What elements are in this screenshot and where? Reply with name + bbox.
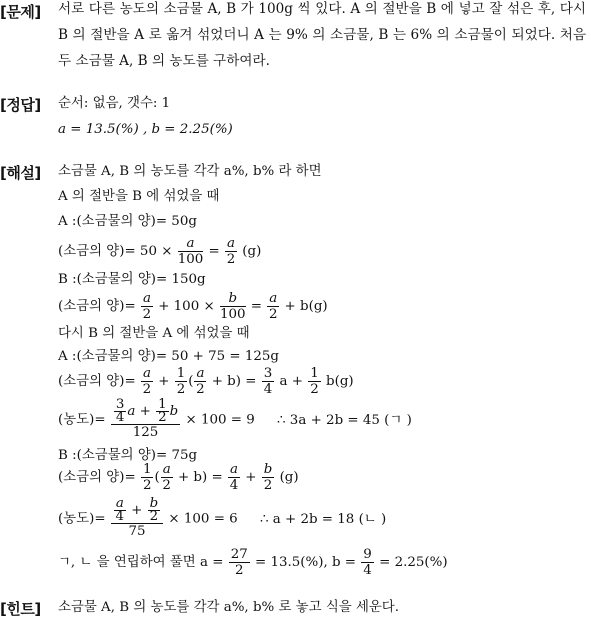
fraction: $\frac{a}{4}$ + $\frac{b}{2}$ 75 — [111, 498, 163, 540]
hint-text: 소금물 A, B 의 농도를 각각 a%, b% 로 놓고 식을 세운다. — [58, 600, 400, 615]
fraction: $\frac{1}{2}$ — [176, 366, 186, 397]
fraction: $\frac{b}{2}$ — [149, 496, 159, 524]
solution-line-10: (농도)= $\frac{3}{4}$ a + $\frac{1}{2}$ b 125 × 100 = 9 ∴ 3a + 2b = 45 (ㄱ ) — [58, 397, 412, 440]
fraction: $\frac{a}{4}$ — [229, 462, 239, 493]
solution-line-9: (소금의 양)= $\frac{a}{2}$ + $\frac{1}{2}$ ( $\frac{a}{2}$ + b) = $\frac{3}{4}$ a + $\frac{1}{2}$ b(g) — [58, 366, 354, 397]
fraction: $\frac{1}{2}$ — [158, 397, 167, 425]
solution-line-7: 다시 B 의 절반을 A 에 섞었을 때 — [58, 326, 250, 341]
fraction: $\frac{a}{2}$ — [142, 291, 152, 322]
fraction: $\frac{a}{2}$ — [142, 366, 152, 397]
fraction: $\frac{27}{2}$ — [230, 547, 248, 578]
fraction: $\frac{a}{2}$ — [269, 291, 278, 322]
fraction: $\frac{a}{100}$ — [177, 236, 204, 267]
solution-line-3: A :(소금물의 양)= 50g — [58, 214, 197, 229]
solution-line-12: (소금의 양)= $\frac{1}{2}$ ( $\frac{a}{2}$ + b) = $\frac{a}{4}$ + $\frac{b}{2}$ (g) — [58, 462, 299, 493]
solution-line-1: 소금물 A, B 의 농도를 각각 a%, b% 라 하면 — [58, 164, 322, 179]
fraction: $\frac{1}{2}$ — [142, 462, 152, 493]
answer-line-2: a = 13.5(%) , b = 2.25(%) — [58, 122, 233, 137]
solution-line-14: ㄱ, ㄴ 을 연립하여 풀면 a = $\frac{27}{2}$ = 13.5(%), b = $\frac{9}{4}$ = 2.25(%) — [58, 547, 448, 578]
fraction: $\frac{a}{4}$ — [115, 496, 125, 524]
solution-line-8: A :(소금물의 양)= 50 + 75 = 125g — [58, 349, 279, 364]
fraction: $\frac{9}{4}$ — [363, 547, 372, 578]
solution-line-5: B :(소금물의 양)= 150g — [58, 272, 206, 287]
solution-line-11: B :(소금물의 양)= 75g — [58, 448, 198, 463]
solution-line-13: (농도)= $\frac{a}{4}$ + $\frac{b}{2}$ 75 × 100 = 6 ∴ a + 2b = 18 (ㄴ ) — [58, 496, 387, 539]
problem-label: [문제] — [0, 3, 41, 21]
answer-line-1: 순서: 없음, 갯수: 1 — [58, 96, 171, 111]
fraction: $\frac{1}{2}$ — [310, 366, 319, 397]
solution-line-4: (소금의 양)= 50 × $\frac{a}{100}$ = $\frac{a}{2}$ (g) — [58, 236, 262, 267]
fraction: $\frac{3}{4}$ — [263, 366, 273, 397]
fraction: $\frac{3}{4}$ a + $\frac{1}{2}$ b 125 — [111, 399, 180, 441]
problem-text: 서로 다른 농도의 소금물 A, B 가 100g 씩 있다. A 의 절반을 B 에 넣고 잘 섞은 후, 다시 B 의 절반을 A 로 옮겨 섞었더니 A 는 9% 의 소금물, B 는 6% 의 소금물이 되었다. 처음 두 소금물 A, B 의 농도를 구하여라. — [58, 1, 586, 69]
fraction: $\frac{b}{100}$ — [219, 291, 246, 322]
fraction: $\frac{a}{2}$ — [196, 366, 205, 397]
fraction: $\frac{a}{2}$ — [162, 462, 171, 493]
fraction: $\frac{3}{4}$ — [115, 397, 125, 425]
solution-line-2: A 의 절반을 B 에 섞었을 때 — [58, 189, 220, 204]
fraction: $\frac{b}{2}$ — [263, 462, 273, 493]
solution-label: [해설] — [0, 164, 41, 182]
solution-line-6: (소금의 양)= $\frac{a}{2}$ + 100 × $\frac{b}{100}$ = $\frac{a}{2}$ + b(g) — [58, 291, 328, 322]
fraction: $\frac{a}{2}$ — [226, 236, 236, 267]
hint-label: [힌트] — [0, 600, 41, 618]
answer-label: [정답] — [0, 96, 41, 114]
